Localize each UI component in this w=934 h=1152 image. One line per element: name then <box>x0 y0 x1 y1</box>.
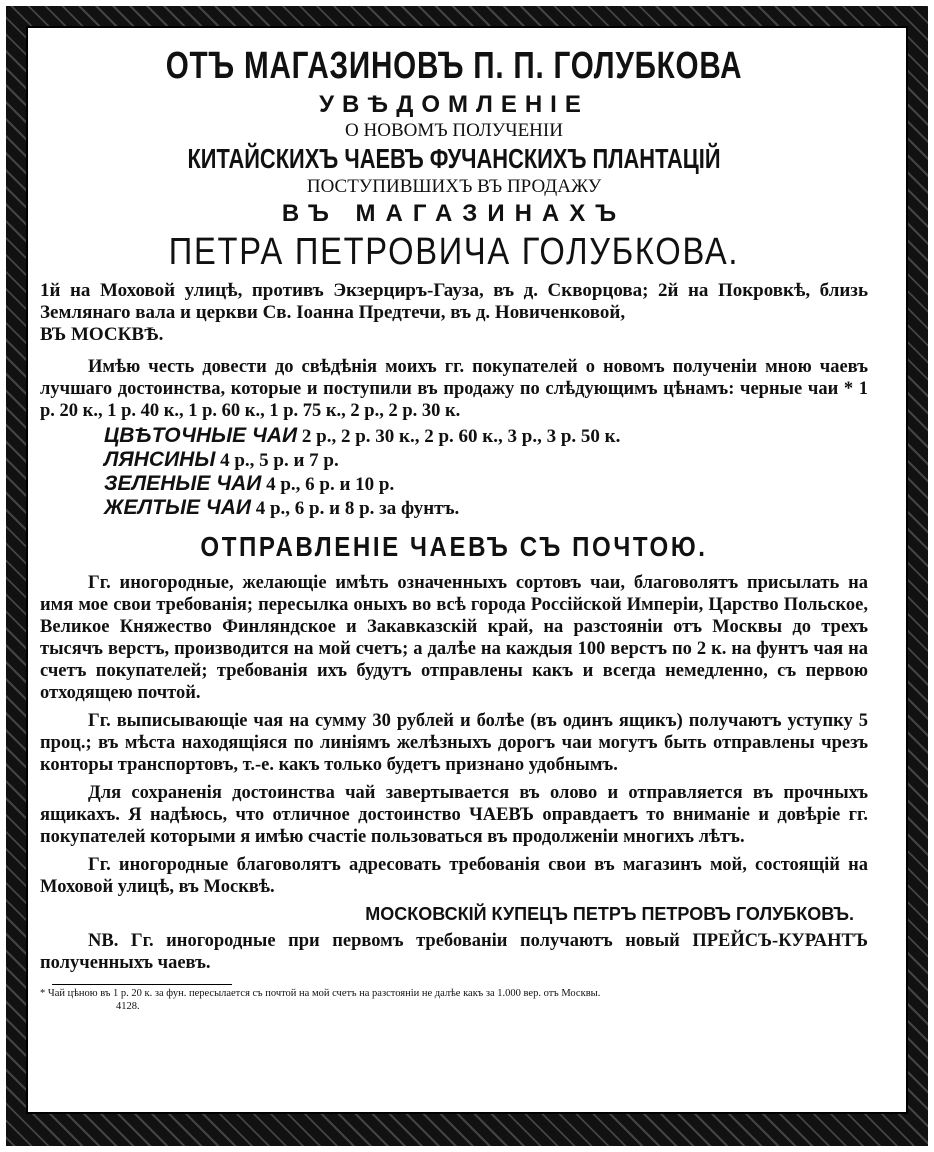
price-values: 2 р., 2 р. 30 к., 2 р. 60 к., 3 р., 3 р. 50 к. <box>297 426 621 447</box>
footnote: * Чай цѣною въ 1 р. 20 к. за фун. пересылается съ почтой на мой счетъ на разстояніи не далѣе какъ за 1.000 вер. отъ Москвы. <box>40 988 601 999</box>
store-addresses: 1й на Моховой улицѣ, противъ Экзерциръ-Гауза, въ д. Скворцова; 2й на Покровкѣ, близь Землянаго вала и церкви Св. Іоанна Предтечи, въ д. Новиченковой, <box>40 280 868 323</box>
price-row-yellow-teas <box>104 496 868 520</box>
packaging-paragraph: Для сохраненія достоинства чай завертывается въ олово и отправляется въ прочныхъ ящикахъ. Я надѣюсь, что отличное достоинство ЧАЕВЪ оправдаетъ то вниманіе и довѣріе гг. покупателей которыми я имѣю счастіе пользоваться въ продолженіи многихъ лѣтъ. <box>40 783 868 847</box>
price-label: ЖЕЛТЫЕ ЧАИ <box>104 496 251 519</box>
shipping-paragraph: Гг. иногородные, желающіе имѣть означенныхъ сортовъ чаи, благоволятъ присылать на имя мое свои требованія; пересылка оныхъ во всѣ города Россійской Имперіи, Царство Польское, Великое Княжество Финляндское и Закавказскій край, на разстояніи отъ Москвы до трехъ тысячъ верстъ, производится на мой счетъ; а далѣе на каждыя 100 верстъ по 2 к. на фунтъ чая на счетъ покупателей; требованія ихъ будутъ отправлены какъ и всегда немедленно, съ первою отходящею почтой. <box>40 573 868 703</box>
price-row-liansin <box>104 448 868 472</box>
nb-note: NB. Гг. иногородные при первомъ требованіи получаютъ новый ПРЕЙСЪ-КУРАНТЪ полученныхъ чаевъ. <box>40 931 868 973</box>
price-label: ЛЯНСИНЫ <box>104 448 216 471</box>
price-values: 4 р., 6 р. и 8 р. за фунтъ. <box>250 498 460 519</box>
advertisement-content <box>40 44 868 1013</box>
section-heading-mail-shipping: ОТПРАВЛЕНІЕ ЧАЕВЪ СЪ ПОЧТОЮ. <box>200 531 708 562</box>
price-row-green-teas <box>104 472 868 496</box>
subheading-on-sale: ПОСТУПИВШИХЪ ВЪ ПРОДАЖУ <box>306 176 602 197</box>
intro-paragraph: Имѣю честь довести до свѣдѣнія моихъ гг. покупателей о новомъ полученіи мною чаевъ лучшаго достоинства, которые и поступили въ продажу по слѣдующимъ цѣнамъ: черные чаи * 1 р. 20 к., 1 р. 40 к., 1 р. 60 к., 1 р. 75 к., 2 р., 2 р. 30 к. <box>40 357 868 421</box>
reference-number: 4128. <box>116 1001 140 1012</box>
headline-chinese-teas: КИТАЙСКИХЪ ЧАЕВЪ ФУЧАНСКИХЪ ПЛАНТАЦІЙ <box>187 143 721 174</box>
headline-merchant-name: ПЕТРА ПЕТРОВИЧА ГОЛУБКОВА. <box>168 231 740 273</box>
footnote-divider <box>52 984 232 985</box>
headline-notice: УВѢДОМЛЕНІЕ <box>319 91 589 118</box>
headline-from-stores: ОТЪ МАГАЗИНОВЪ П. П. ГОЛУБКОВА <box>165 45 743 87</box>
subheading-new-arrival: О НОВОМЪ ПОЛУЧЕНІИ <box>345 120 563 141</box>
price-label: ЦВѢТОЧНЫЕ ЧАИ <box>104 424 298 447</box>
merchant-signature: МОСКОВСКІЙ КУПЕЦЪ ПЕТРЪ ПЕТРОВЪ ГОЛУБКОВЪ. <box>365 904 854 924</box>
address-request-paragraph: Гг. иногородные благоволятъ адресовать требованія свои въ магазинъ мой, состоящій на Моховой улицѣ, въ Москвѣ. <box>40 855 868 897</box>
headline-in-stores: ВЪ МАГАЗИНАХЪ <box>281 200 627 227</box>
discount-paragraph: Гг. выписывающіе чая на сумму 30 рублей и болѣе (въ одинъ ящикъ) получаютъ уступку 5 проц.; въ мѣста находящіяся по линіямъ желѣзныхъ дорогъ чаи могутъ быть отправлены чрезъ конторы транспортовъ, т.-е. какъ только будетъ признано удобнымъ. <box>40 711 868 775</box>
price-row-flower-teas <box>104 424 868 448</box>
price-values: 4 р., 6 р. и 10 р. <box>261 474 395 495</box>
store-city: ВЪ МОСКВѢ. <box>40 324 164 345</box>
price-values: 4 р., 5 р. и 7 р. <box>215 450 339 471</box>
price-label: ЗЕЛЕНЫЕ ЧАИ <box>104 472 262 495</box>
